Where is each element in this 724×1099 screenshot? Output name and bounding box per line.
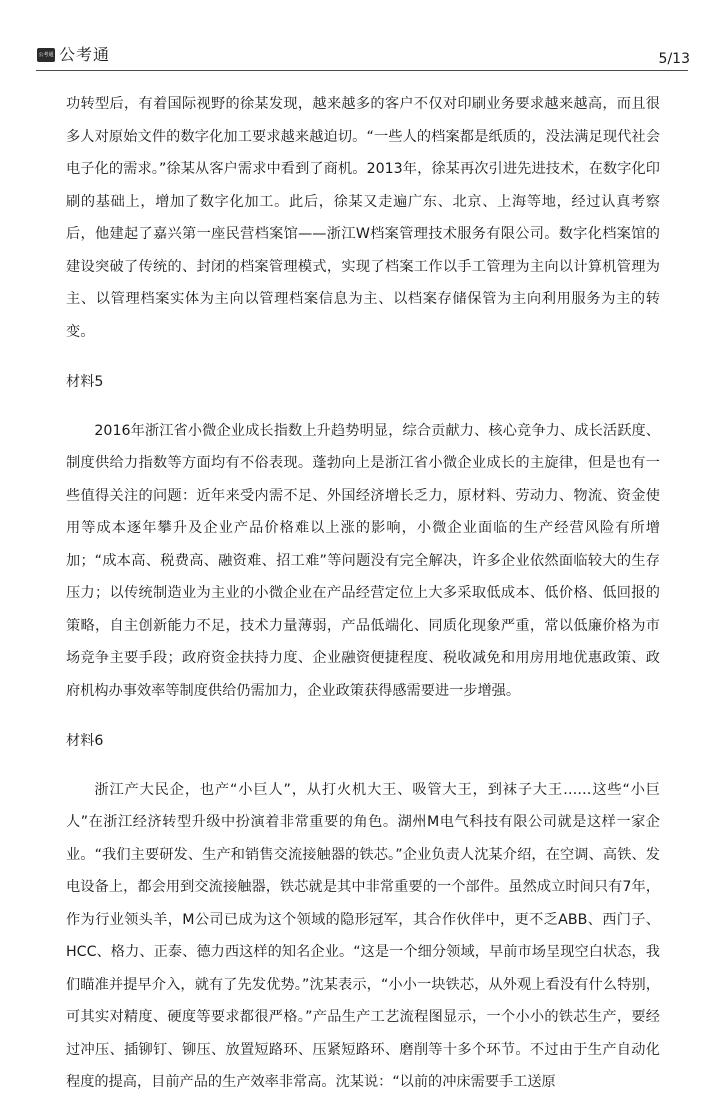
section-6-paragraph: 浙江产大民企，也产“小巨人”，从打火机大王、吸管大王，到袜子大王……这些“小巨人”在浙江经济转型升级中扮演着非常重要的角色。湖州M电气科技有限公司就是这样一家企业。“我们主要研发、生产和销售交流接触器的铁芯。”企业负责人沈某介绍，在空调、高铁、发电设备上，都会用到交流接触器，铁芯就是其中非常重要的一个部件。虽然成立时间只有7年，作为行业领头羊，M公司已成为这个领域的隐形冠军，其合作伙伴中，更不乏ABB、西门子、HCC、格力、正泰、德力西这样的知名企业。“这是一个细分领域，早前市场呈现空白状态，我们瞄准并提早介入，就有了先发优势。”沈某表示，“小小一块铁芯，从外观上看没有什么特别，可其实对精度、硬度等要求都很严格。”产品生产工艺流程图显示，一个小小的铁芯生产，要经过冲压、插铆钉、铆压、放置短路环、压紧短路环、磨削等十多个环节。不过由于生产自动化程度的提高，目前产品的生产效率非常高。沈某说：“以前的冲床需要手工送原 [66,781,660,1090]
paragraph-continued: 功转型后，有着国际视野的徐某发现，越来越多的客户不仅对印刷业务要求越来越高，而且很多人对原始文件的数字化加工要求越来越迫切。“一些人的档案都是纸质的，没法满足现代社会电子化的需求。”徐某从客户需求中看到了商机。2013年，徐某再次引进先进技术，在数字化印刷的基础上，增加了数字化加工。此后，徐某又走遍广东、北京、上海等地，经过认真考察后，他建起了嘉兴第一座民营档案馆——浙江W档案管理技术服务有限公司。数字化档案馆的建设突破了传统的、封闭的档案管理模式，实现了档案工作以手工管理为主向以计算机管理为主、以管理档案实体为主向以管理档案信息为主、以档案存储保管为主向利用服务为主的转变。 [66,96,660,340]
page-indicator: 5/13 [658,51,690,67]
brand-logo: 公考通 [37,48,55,62]
section-5-paragraph: 2016年浙江省小微企业成长指数上升趋势明显，综合贡献力、核心竞争力、成长活跃度、制度供给力指数等方面均有不俗表现。蓬勃向上是浙江省小微企业成长的主旋律，但是也有一些值得关注的问题：近年来受内需不足、外国经济增长乏力，原材料、劳动力、物流、资金使用等成本逐年攀升及企业产品价格难以上涨的影响，小微企业面临的生产经营风险有所增加；“成本高、税费高、融资难、招工难”等问题没有完全解决，许多企业依然面临较大的生存压力；以传统制造业为主业的小微企业在产品经营定位上大多采取低成本、低价格、低回报的策略，自主创新能力不足，技术力量薄弱，产品低端化、同质化现象严重，常以低廉价格为市场竞争主要手段；政府资金扶持力度、企业融资便捷程度、税收减免和用房用地优惠政策、政府机构办事效率等制度供给仍需加力，企业政策获得感需要进一步增强。 [66,422,660,699]
header-divider [36,70,688,71]
page-header [0,0,724,72]
section-title-6: 材料6 [66,733,104,749]
section-title-5: 材料5 [66,374,104,390]
brand-name: 公考通 [59,45,111,64]
document-body [66,88,660,1099]
